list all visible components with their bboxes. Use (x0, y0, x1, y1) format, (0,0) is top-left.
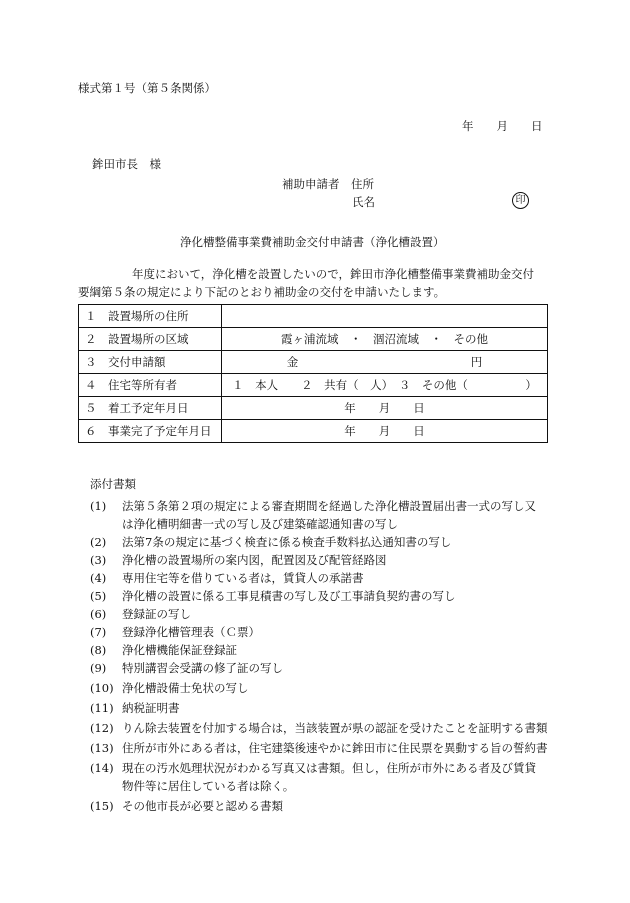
list-item (90, 680, 249, 696)
list-item (90, 642, 237, 658)
list-item-continuation: 物件等に居住している者は除く。 (122, 779, 295, 793)
item-number: (6) (90, 607, 107, 621)
list-item (90, 660, 283, 676)
list-item (90, 720, 548, 736)
item-text: 法第7条の規定に基づく検査に係る検査手数料払込通知書の写し (122, 535, 452, 549)
list-item (90, 760, 536, 776)
item-number: (15) (90, 799, 114, 813)
item-text: 専用住宅等を借りている者は，賃貸人の承諾書 (122, 571, 364, 585)
table-row (79, 305, 548, 328)
item-text: 現在の汚水処理状況がわかる写真又は書類。但し，住所が市外にある者及び賃貸 (122, 761, 536, 775)
list-item (90, 552, 387, 568)
item-text: 浄化槽設備士免状の写し (122, 681, 249, 695)
row-label: ２ 設置場所の区域 (79, 328, 222, 351)
table-row (79, 374, 548, 397)
row-value[interactable] (222, 305, 548, 328)
row-label: ４ 住宅等所有者 (79, 374, 222, 397)
item-number: (2) (90, 535, 107, 549)
item-number: (13) (90, 741, 114, 755)
list-item (90, 606, 191, 622)
item-text: 浄化槽機能保証登録証 (122, 643, 237, 657)
item-number: (9) (90, 661, 107, 675)
list-item-continuation: は浄化槽明細書一式の写し及び建築確認通知書の写し (122, 517, 398, 531)
item-number: (10) (90, 681, 114, 695)
item-number: (11) (90, 701, 114, 715)
body-line-1: 年度において，浄化槽を設置したいので，鉾田市浄化槽整備事業費補助金交付 (132, 267, 535, 281)
item-text: 浄化槽の設置に係る工事見積書の写し及び工事請負契約書の写し (122, 589, 456, 603)
list-item (90, 498, 536, 514)
applicant-address-label: 補助申請者 住所 (282, 177, 374, 191)
list-item (90, 624, 260, 640)
item-text: 浄化槽の設置場所の案内図，配置図及び配管経路図 (122, 553, 387, 567)
table-row (79, 397, 548, 420)
row-value[interactable]: １ 本人 ２ 共有（ 人） ３ その他（ ） (222, 374, 548, 397)
table-row (79, 351, 548, 374)
item-text: 住所が市外にある者は，住宅建築後速やかに鉾田市に住民票を異動する旨の誓約書 (122, 741, 548, 755)
attachments-heading: 添付書類 (90, 477, 136, 491)
item-number: (8) (90, 643, 107, 657)
list-item (90, 700, 180, 716)
row-label: ３ 交付申請額 (79, 351, 222, 374)
list-item (90, 740, 548, 756)
body-line-2: 要綱第５条の規定により下記のとおり補助金の交付を申請いたします。 (78, 285, 446, 299)
item-number: (12) (90, 721, 114, 735)
table-row (79, 420, 548, 443)
row-value[interactable]: 年 月 日 (222, 420, 548, 443)
row-value[interactable]: 霞ヶ浦流域 ・ 涸沼流域 ・ その他 (222, 328, 548, 351)
list-item (90, 534, 451, 550)
list-item (90, 798, 283, 814)
item-number: (5) (90, 589, 107, 603)
item-text: 納税証明書 (122, 701, 180, 715)
list-item (90, 570, 364, 586)
item-text: りん除去装置を付加する場合は，当該装置が県の認証を受けたことを証明する書類 (122, 721, 548, 735)
row-label: ６ 事業完了予定年月日 (79, 420, 222, 443)
document-title: 浄化槽整備事業費補助金交付申請書（浄化槽設置） (180, 235, 445, 249)
item-text: 法第５条第２項の規定による審査期間を経過した浄化槽設置届出書一式の写し又 (122, 499, 536, 513)
date-line: 年 月 日 (462, 119, 543, 133)
table-row (79, 328, 548, 351)
row-value[interactable]: 年 月 日 (222, 397, 548, 420)
row-value[interactable]: 金 円 (222, 351, 548, 374)
applicant-name-label: 氏名 (352, 195, 375, 209)
row-label: １ 設置場所の住所 (79, 305, 222, 328)
item-text: その他市長が必要と認める書類 (122, 799, 283, 813)
seal-mark: 印 (512, 192, 529, 209)
list-item (90, 588, 456, 604)
item-text: 特別講習会受講の修了証の写し (122, 661, 283, 675)
form-number: 様式第１号（第５条関係） (78, 81, 216, 95)
item-number: (3) (90, 553, 107, 567)
item-number: (4) (90, 571, 107, 585)
application-table (78, 304, 548, 443)
item-number: (14) (90, 761, 114, 775)
item-text: 登録証の写し (122, 607, 191, 621)
item-text: 登録浄化槽管理表（Ｃ票） (122, 625, 260, 639)
item-number: (7) (90, 625, 107, 639)
row-label: ５ 着工予定年月日 (79, 397, 222, 420)
recipient: 鉾田市長 様 (92, 157, 161, 171)
item-number: (1) (90, 499, 107, 513)
